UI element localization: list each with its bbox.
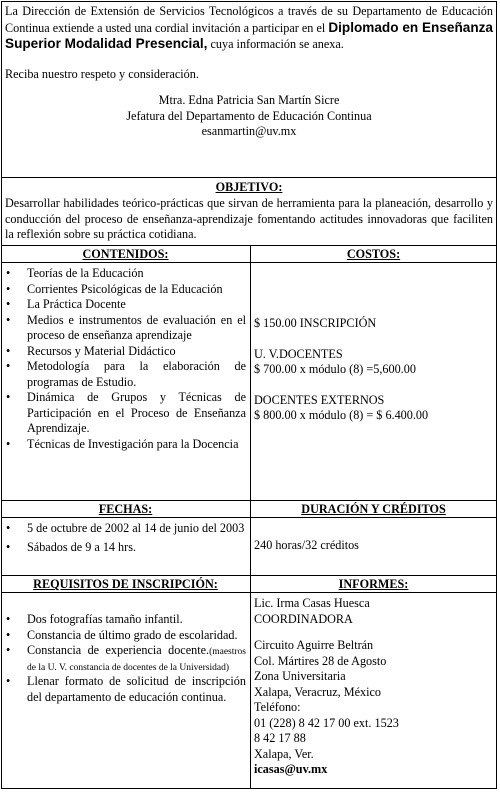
- divider: [1, 592, 497, 593]
- bullet-icon: •: [6, 359, 11, 373]
- contenidos-list: [3, 266, 246, 452]
- divider: [1, 517, 497, 518]
- regards-text: Reciba nuestro respeto y consideración.: [5, 66, 199, 81]
- contact-name: Lic. Irma Casas Huesca: [254, 596, 370, 610]
- informes-block: [254, 596, 494, 778]
- bullet-icon: •: [6, 674, 11, 688]
- list-item: • Metodología para la elaboración de programas de Estudio.: [6, 359, 246, 389]
- address-line: Xalapa, Veracruz, México: [254, 684, 382, 699]
- address-line: Col. Mártires 28 de Agosto: [254, 653, 387, 668]
- list-item: • Recursos y Material Didáctico: [6, 343, 176, 358]
- list-item: • Teorías de la Educación: [6, 266, 144, 280]
- list-item: • Dos fotografías tamaño infantil.: [6, 612, 183, 626]
- invitation-text: La Dirección de Extensión de Servicios Tecnológicos a través de su Departamento de Educación Continua extiende a usted una cordial invitación a participar en el: [5, 4, 493, 35]
- bullet-icon: •: [6, 643, 11, 657]
- divider: [1, 500, 497, 501]
- bullet-icon: •: [6, 297, 11, 311]
- informes-heading: INFORMES:: [338, 577, 409, 591]
- duracion-heading: DURACIÓN Y CRÉDITOS: [301, 502, 446, 516]
- bullet-icon: •: [6, 281, 11, 296]
- inscripcion-cost: $ 150.00 INSCRIPCIÓN: [254, 316, 377, 330]
- list-item: • 5 de octubre de 2002 al 14 de junio del 2003: [6, 521, 245, 535]
- objetivo-heading: OBJETIVO:: [215, 180, 283, 194]
- list-item: • Medios e instrumentos de evaluación en el proceso de enseñanza aprendizaje: [6, 312, 246, 342]
- contact-city: Xalapa, Ver.: [254, 746, 314, 761]
- externos-cost: $ 800.00 x módulo (8) = $ 6.400.00: [254, 408, 429, 422]
- program-name: Diplomado en Enseñanza Superior Modalidad Presencial,: [5, 19, 493, 51]
- divider: [1, 262, 497, 263]
- costos-block: [254, 316, 494, 424]
- bullet-icon: •: [6, 436, 11, 451]
- bullet-icon: •: [6, 266, 11, 280]
- contenidos-heading: CONTENIDOS:: [82, 247, 169, 261]
- bullet-icon: •: [6, 612, 11, 626]
- divider: [1, 575, 497, 576]
- list-item: • Constancia de experiencia docente.(maestros de la U. V. constancia de docentes de la Universidad): [6, 643, 246, 673]
- uv-docentes-label: U. V.DOCENTES: [254, 346, 343, 361]
- bullet-icon: •: [6, 627, 11, 642]
- requisito-note: (maestros de la U. V. constancia de docentes de la Universidad): [27, 647, 246, 673]
- costos-heading: COSTOS:: [346, 247, 401, 261]
- bullet-icon: •: [6, 521, 11, 535]
- invitation-paragraph: [5, 4, 493, 53]
- fechas-list: [3, 521, 246, 555]
- phone-label: Teléfono:: [254, 700, 301, 714]
- address-line: Zona Universitaria: [254, 669, 346, 683]
- contact-email[interactable]: icasas@uv.mx: [254, 762, 328, 776]
- invitation-block: [5, 4, 493, 140]
- list-item: • La Práctica Docente: [6, 297, 126, 311]
- signer-title: Jefatura del Departamento de Educación Continua: [126, 108, 372, 123]
- signer-name: Mtra. Edna Patricia San Martín Sicre: [158, 93, 340, 107]
- list-item: • Dinámica de Grupos y Técnicas de Participación en el Proceso de Enseñanza Aprendizaje.: [6, 390, 246, 435]
- uv-docentes-cost: $ 700.00 x módulo (8) =5,600.00: [254, 362, 416, 376]
- bullet-icon: •: [6, 343, 11, 358]
- fechas-heading: FECHAS:: [98, 502, 153, 516]
- fechas-list-container: [3, 521, 246, 555]
- bullet-icon: •: [6, 390, 11, 404]
- list-item: • Constancia de último grado de escolaridad.: [6, 627, 238, 642]
- contact-role: COORDINADORA: [254, 611, 353, 626]
- list-item: • Técnicas de Investigación para la Docencia: [6, 436, 239, 451]
- requisitos-list-container: [3, 612, 246, 705]
- phone-number: 8 42 17 88: [254, 731, 306, 745]
- objetivo-text: Desarrollar habilidades teórico-prácticas que sirvan de herramienta para la planeación, desarrollo y conducción del proceso de enseñanza-aprendizaje fomentando actitudes innovadoras que faciliten la reflexión sobre su práctica cotidiana.: [5, 196, 493, 241]
- list-item: • Sábados de 9 a 14 hrs.: [6, 539, 136, 554]
- list-item: • Corrientes Psicológicas de la Educación: [6, 281, 223, 296]
- signer-email[interactable]: esanmartin@uv.mx: [201, 124, 297, 138]
- externos-label: DOCENTES EXTERNOS: [254, 392, 385, 407]
- divider: [1, 245, 497, 246]
- column-divider: [250, 245, 251, 789]
- requisitos-list: [3, 612, 246, 705]
- divider: [1, 177, 497, 178]
- phone-number: 01 (228) 8 42 17 00 ext. 1523: [254, 715, 399, 730]
- list-item: • Llenar formato de solicitud de inscripción del departamento de educación continua.: [6, 674, 246, 704]
- requisitos-heading: REQUISITOS DE INSCRIPCIÓN:: [33, 577, 218, 591]
- address-line: Circuito Aguirre Beltrán: [254, 638, 374, 652]
- contenidos-list-container: [3, 266, 246, 452]
- duracion-text: 240 horas/32 créditos: [254, 538, 359, 552]
- bullet-icon: •: [6, 539, 11, 554]
- bullet-icon: •: [6, 312, 11, 327]
- invitation-text-end: cuya información se anexa.: [210, 37, 344, 51]
